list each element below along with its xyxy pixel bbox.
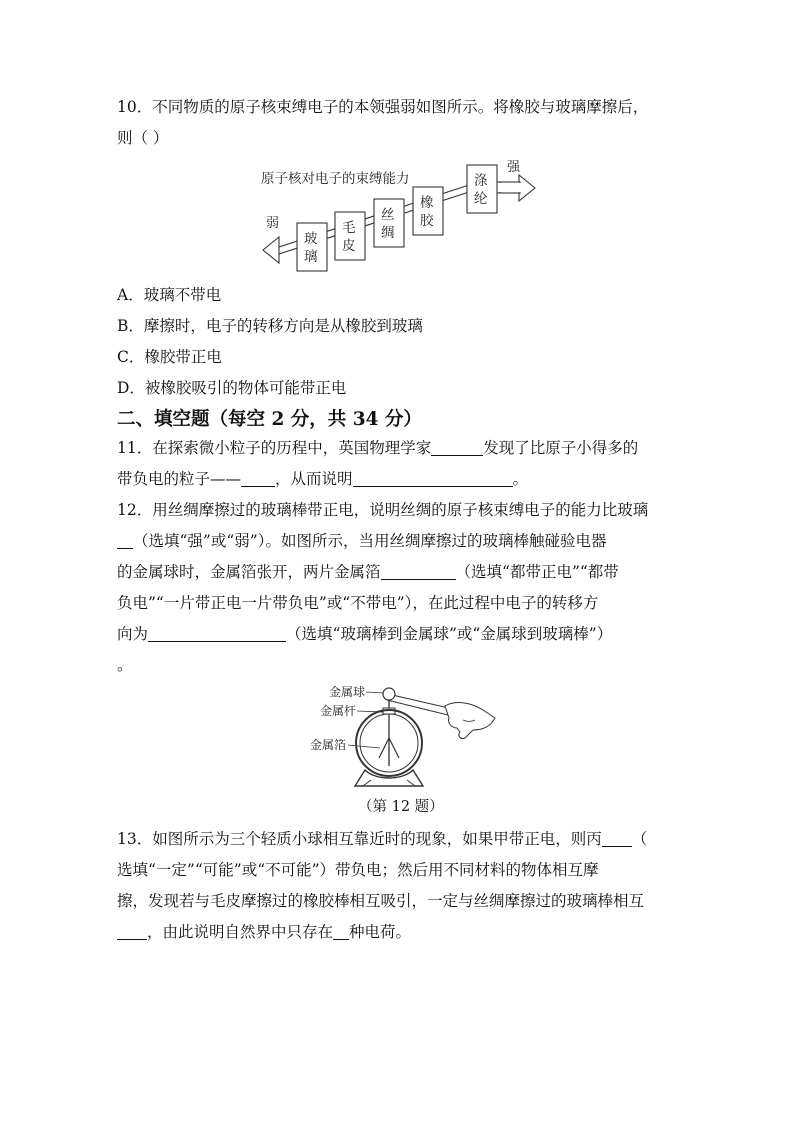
svg-text:绸: 绸 bbox=[381, 225, 395, 241]
svg-text:璃: 璃 bbox=[304, 249, 318, 265]
metal-ball bbox=[383, 688, 395, 700]
q10-option-c: C．橡胶带正电 bbox=[117, 348, 222, 366]
svg-text:玻: 玻 bbox=[304, 231, 318, 247]
q12-line5: 向为 （选填“玻璃棒到金属球”或“金属球到玻璃棒”） bbox=[117, 625, 613, 643]
svg-text:毛: 毛 bbox=[342, 220, 356, 236]
q12-blank-3[interactable] bbox=[148, 625, 286, 642]
q12-line2: （选填“强”或“弱”）。如图所示，当用丝绸摩擦过的玻璃棒触碰验电器 bbox=[117, 531, 606, 551]
q11-blank-1[interactable] bbox=[431, 439, 483, 456]
label-metal-rod: 金属杆 bbox=[320, 704, 357, 718]
q13-line1: 13．如图所示为三个轻质小球相互靠近时的现象，如果甲带正电，则丙 （ bbox=[117, 830, 648, 848]
q13-blank-3[interactable] bbox=[333, 923, 349, 940]
q12-electroscope-figure bbox=[305, 678, 505, 797]
material-box-fur bbox=[335, 212, 365, 260]
material-box-silk bbox=[374, 199, 404, 247]
label-metal-foil: 金属箔 bbox=[310, 738, 347, 752]
svg-text:橡: 橡 bbox=[420, 195, 434, 211]
q13-blank-1[interactable] bbox=[602, 830, 632, 847]
weak-arrow-icon bbox=[263, 237, 279, 263]
section-heading: 二、填空题（每空 2 分，共 34 分） bbox=[117, 409, 422, 430]
q11-line1: 11．在探索微小粒子的历程中，英国物理学家 发现了比原子小得多的 bbox=[117, 439, 639, 457]
q10-option-d: D．被橡胶吸引的物体可能带正电 bbox=[117, 379, 347, 397]
q10-stem-line2: 则（ ） bbox=[117, 129, 169, 147]
svg-text:皮: 皮 bbox=[342, 238, 356, 254]
q12-blank-1[interactable] bbox=[117, 532, 133, 549]
figure-title: 原子核对电子的束缚能力 bbox=[261, 171, 410, 187]
svg-text:丝: 丝 bbox=[381, 207, 395, 223]
q11-blank-3[interactable] bbox=[353, 470, 513, 487]
material-box-polyester bbox=[467, 165, 497, 213]
q13-blank-2[interactable] bbox=[117, 923, 147, 940]
q10-binding-ability-figure bbox=[255, 155, 545, 279]
q12-line1: 12．用丝绸摩擦过的玻璃棒带正电，说明丝绸的原子核束缚电子的能力比玻璃 bbox=[117, 501, 649, 519]
strong-label: 强 bbox=[507, 160, 521, 175]
svg-text:纶: 纶 bbox=[474, 191, 488, 207]
q11-line2: 带负电的粒子—— ，从而说明 。 bbox=[117, 470, 529, 488]
q13-line3: 擦，发现若与毛皮摩擦过的橡胶棒相互吸引，一定与丝绸摩擦过的玻璃棒相互 bbox=[117, 892, 645, 910]
svg-text:胶: 胶 bbox=[420, 213, 434, 229]
glass-rod bbox=[387, 694, 453, 716]
q12-line3: 的金属球时，金属箔张开，两片金属箔 （选填“都带正电”“都带 bbox=[117, 563, 619, 581]
q11-blank-2[interactable] bbox=[241, 470, 275, 487]
material-box-rubber bbox=[413, 187, 443, 235]
q13-line4: ，由此说明自然界中只存在 种电荷。 bbox=[117, 922, 411, 942]
q12-blank-2[interactable] bbox=[381, 563, 456, 580]
q12-line4: 负电”“一片带正电一片带负电”或“不带电”），在此过程中电子的转移方 bbox=[117, 594, 599, 612]
q10-option-a: A．玻璃不带电 bbox=[117, 286, 222, 304]
label-metal-ball: 金属球 bbox=[329, 685, 366, 699]
q12-line6: 。 bbox=[117, 656, 133, 674]
svg-text:涤: 涤 bbox=[474, 173, 488, 189]
q12-figure-caption: （第 12 题） bbox=[358, 799, 444, 815]
material-box-glass bbox=[297, 223, 327, 271]
weak-label: 弱 bbox=[266, 216, 280, 231]
q10-option-b: B．摩擦时，电子的转移方向是从橡胶到玻璃 bbox=[117, 317, 423, 335]
q10-stem-line1: 10．不同物质的原子核束缚电子的本领强弱如图所示。将橡胶与玻璃摩擦后， bbox=[117, 98, 649, 116]
q13-line2: 选填“一定”“可能”或“不可能”）带负电；然后用不同材料的物体相互摩 bbox=[117, 861, 599, 879]
hand-icon bbox=[445, 703, 495, 739]
